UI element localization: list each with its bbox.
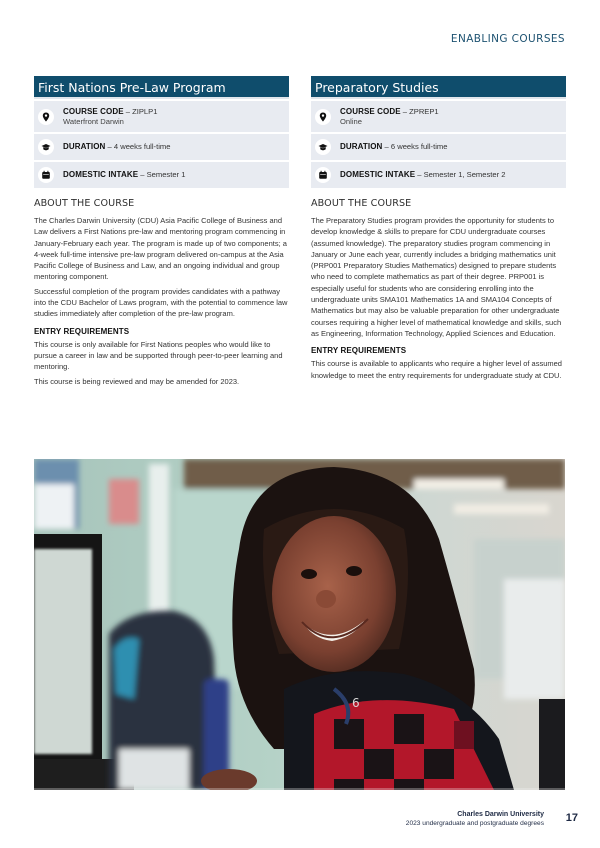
course-code-label: COURSE CODE: [340, 106, 401, 116]
duration-text: [63, 142, 170, 152]
calendar-icon: [38, 167, 54, 183]
about-heading: ABOUT THE COURSE: [34, 198, 135, 209]
course-code-text: [340, 107, 439, 127]
course-column-pre-law: [34, 76, 289, 387]
footer: [406, 810, 544, 828]
intake-row: [34, 162, 289, 188]
intake-label: DOMESTIC INTAKE: [340, 170, 416, 179]
entry-requirements-heading: ENTRY REQUIREMENTS: [34, 326, 130, 336]
svg-text:6: 6: [352, 696, 360, 710]
calendar-icon: [315, 167, 331, 183]
duration-row: [34, 134, 289, 160]
duration-label: DURATION: [63, 142, 106, 151]
about-paragraph: The Preparatory Studies program provides the opportunity for students to develop knowledge & skills to prepare for CDU undergraduate courses (assumed knowledge). The preparatory studies program commencing in January or June each year, currently includes a bridging mathematics unit (PRP001 Preparatory Studies Mathematics) designed to prepare students who need to complete mathematics as part of their degree. PRP001 is especially useful for students who are considering enrolling into the undergraduate units SMA101 Mathematics 1A and SMA104 Concepts of Mathematics but may also be valuable preparation for other undergraduate courses requiring a higher level of mathematical knowledge and skills, such as Engineering, Information Technology, Applied Sciences and Education.: [311, 216, 562, 338]
course-code-row: [311, 101, 566, 132]
about-paragraph: Successful completion of the program provides candidates with a pathway into the CDU Bachelor of Laws program, with the potential to commence law studies immediately after completion of the pre-law program.: [34, 286, 288, 319]
course-code-row: [34, 101, 289, 132]
course-location: Online: [340, 116, 362, 126]
footer-subtitle: 2023 undergraduate and postgraduate degrees: [405, 820, 544, 827]
duration-label: DURATION: [340, 142, 383, 151]
intake-text: [340, 170, 505, 180]
course-column-preparatory: [311, 76, 566, 381]
entry-paragraph: This course is being reviewed and may be amended for 2023.: [34, 376, 240, 386]
duration-value: – 6 weeks full-time: [382, 142, 448, 151]
intake-value: – Semester 1, Semester 2: [415, 170, 506, 179]
page-number: 17: [565, 812, 578, 824]
intake-text: [63, 170, 185, 180]
entry-paragraph: This course is only available for First Nations peoples who would like to pursue a career in law and be supported through peer-to-peer learning and mentoring.: [34, 339, 283, 372]
duration-row: [311, 134, 566, 160]
entry-paragraph: This course is available to applicants who require a higher level of assumed knowledge to meet the entry requirements for undergraduate study at CDU.: [311, 359, 562, 380]
graduation-cap-icon: [315, 139, 331, 155]
course-code-label: COURSE CODE: [63, 106, 124, 116]
course-code-value: – ZIPLP1: [123, 106, 158, 116]
course-code-value: – ZPREP1: [400, 106, 439, 116]
map-pin-icon: [315, 109, 331, 125]
footer-university: Charles Darwin University: [457, 811, 544, 818]
course-title: Preparatory Studies: [311, 76, 566, 99]
course-code-text: [63, 107, 157, 127]
about-heading: ABOUT THE COURSE: [311, 198, 412, 209]
entry-requirements-heading: ENTRY REQUIREMENTS: [311, 346, 407, 356]
graduation-cap-icon: [38, 139, 54, 155]
intake-row: [311, 162, 566, 188]
student-photo: [34, 459, 565, 790]
section-label: ENABLING COURSES: [450, 33, 565, 45]
intake-value: – Semester 1: [138, 170, 186, 179]
intake-label: DOMESTIC INTAKE: [63, 170, 139, 179]
course-title: First Nations Pre-Law Program: [34, 76, 289, 99]
duration-text: [340, 142, 447, 152]
map-pin-icon: [38, 109, 54, 125]
about-paragraph: The Charles Darwin University (CDU) Asia Pacific College of Business and Law delivers a First Nations pre-law and mentoring program commencing in January-February each year. The program is made up of two components; a 4-week full-time intensive pre-law program delivered on-campus at the Asia Pacific College of Business and Law, and an ongoing individual and group mentoring component.: [34, 216, 287, 282]
course-location: Waterfront Darwin: [63, 116, 124, 126]
duration-value: – 4 weeks full-time: [105, 142, 171, 151]
